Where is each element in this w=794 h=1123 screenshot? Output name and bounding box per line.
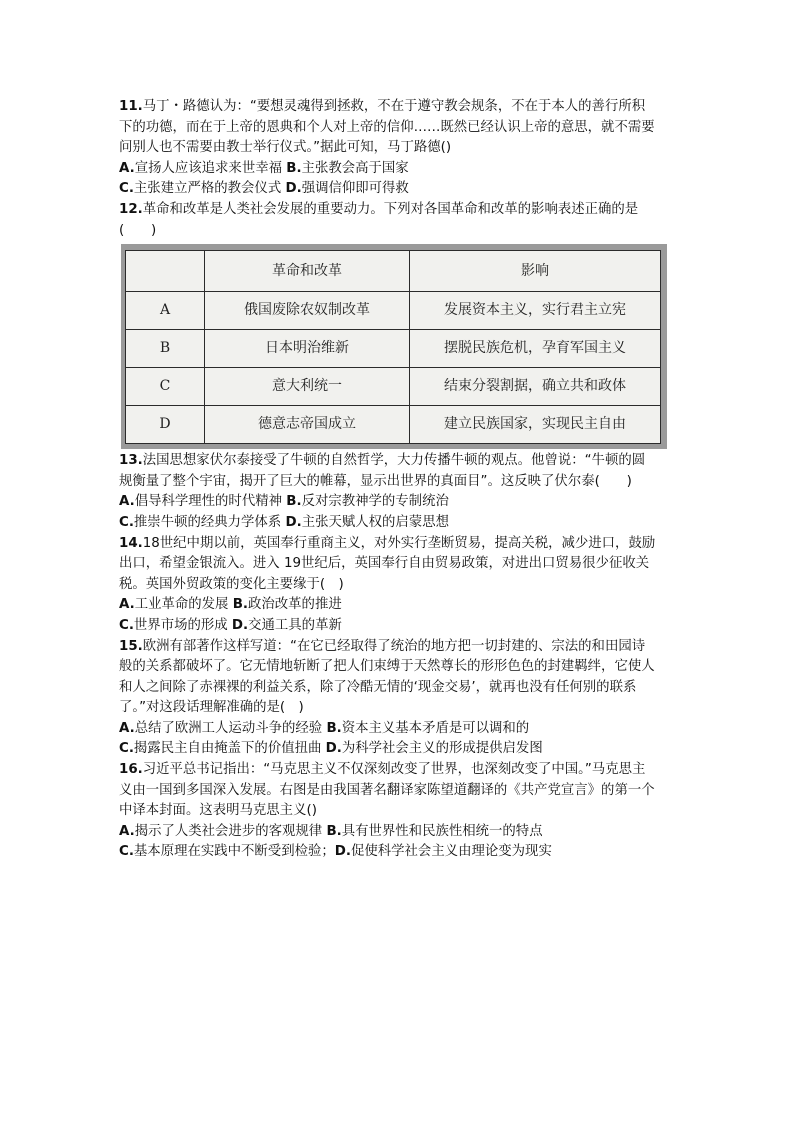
table-cell: C [126, 368, 205, 406]
table-cell: 意大利统一 [205, 368, 410, 406]
option-key: D. [325, 741, 342, 757]
question-line: 义由一国到多国深入发展。右图是由我国著名翻译家陈望道翻译的《共产党宣言》的第一个 [119, 782, 655, 798]
option-line [119, 159, 679, 180]
option-key: A. [119, 720, 135, 736]
question-16 [119, 760, 679, 863]
option-line [119, 616, 679, 637]
option-text: 资本主义基本矛盾是可以调和的 [341, 720, 530, 736]
option-key: A. [119, 160, 135, 176]
option-text: 揭露民主自由掩盖下的价值扭曲 [133, 741, 326, 757]
question-line: 了。”对这段话理解准确的是( ) [119, 700, 304, 716]
option-line [119, 595, 679, 616]
question-number: 14. [119, 535, 143, 551]
question-number: 11. [119, 99, 143, 114]
question-line: 问别人也不需要由教士举行仪式。”据此可知，马丁路德() [119, 140, 452, 156]
option-text: 强调信仰即可得救 [301, 181, 409, 197]
table-row [126, 406, 661, 444]
option-key: A. [119, 823, 135, 839]
table-cell: D [126, 406, 205, 444]
option-text: 主张天赋人权的启蒙思想 [301, 514, 449, 530]
option-key: B. [286, 494, 302, 510]
option-key: D. [285, 181, 302, 197]
table-cell: 结束分裂割据，确立共和政体 [410, 368, 661, 406]
option-text: 促使科学社会主义由理论变为现实 [350, 844, 552, 860]
question-line: 15.欧洲有部著作这样写道：“在它已经取得了统治的地方把一切封建的、宗法的和田园诗 [119, 638, 646, 654]
option-text: 为科学社会主义的形成提供启发图 [341, 741, 543, 757]
option-text: 揭示了人类社会进步的客观规律 [134, 823, 327, 839]
option-key: C. [119, 844, 134, 860]
option-key: C. [119, 514, 134, 530]
table-cell: 日本明治维新 [205, 330, 410, 368]
table-cell: 俄国废除农奴制改革 [205, 292, 410, 330]
question-13 [119, 451, 679, 533]
question-line: 和人之间除了赤裸裸的利益关系，除了冷酷无情的‘现金交易’，就再也没有任何别的联系 [119, 679, 637, 695]
option-line [119, 842, 679, 863]
option-text: 工业革命的发展 [134, 597, 233, 613]
question-number: 16. [119, 762, 143, 778]
option-text: 政治改革的推进 [248, 597, 342, 613]
option-key: C. [119, 181, 134, 197]
revolution-table [125, 250, 661, 444]
question-number: 15. [119, 638, 143, 654]
option-key: D. [231, 617, 249, 633]
table-cell: 发展资本主义，实行君主立宪 [410, 292, 661, 330]
option-key: B. [286, 160, 302, 176]
question-12 [119, 200, 679, 449]
table-header-row [126, 251, 661, 292]
option-text: 总结了欧洲工人运动斗争的经验 [134, 720, 327, 736]
option-text: 反对宗教神学的专制统治 [301, 494, 449, 510]
option-line [119, 179, 679, 200]
table-photo [121, 244, 667, 449]
question-line: 规衡量了整个宇宙，揭开了巨大的帷幕，显示出世界的真面目”。这反映了伏尔泰( ) [119, 473, 632, 489]
option-text: 基本原理在实践中不断受到检验； [133, 844, 335, 860]
table-row [126, 292, 661, 330]
option-line [119, 822, 679, 843]
question-number: 12. [119, 201, 143, 217]
question-15 [119, 637, 679, 761]
question-14 [119, 534, 679, 637]
option-line [119, 739, 679, 760]
question-line: 出口，希望金银流入。进入 19世纪后，英国奉行自由贸易政策，对进出口贸易很少征收关 [119, 556, 650, 572]
option-key: C. [119, 617, 134, 633]
option-text: 世界市场的形成 [133, 617, 232, 633]
question-line: 中译本封面。这表明马克思主义() [119, 803, 317, 819]
table-row [126, 368, 661, 406]
option-text: 倡导科学理性的时代精神 [134, 494, 287, 510]
option-text: 主张建立严格的教会仪式 [133, 181, 286, 197]
option-key: D. [334, 844, 351, 860]
question-line: 16.习近平总书记指出：“马克思主义不仅深刻改变了世界，也深刻改变了中国。”马克思主 [119, 762, 646, 778]
question-line: 12.革命和改革是人类社会发展的重要动力。下列对各国革命和改革的影响表述正确的是 [119, 201, 639, 217]
option-line [119, 513, 679, 534]
question-line: 般的关系都破坏了。它无情地斩断了把人们束缚于天然尊长的形形色色的封建羁绊，它使人 [119, 659, 655, 675]
option-key: D. [285, 514, 302, 530]
option-key: A. [119, 494, 135, 510]
question-11 [119, 97, 679, 200]
table-cell: 摆脱民族危机，孕育军国主义 [410, 330, 661, 368]
question-line: 11.马丁・路德认为：“要想灵魂得到拯救，不在于遵守教会规条，不在于本人的善行所积 [119, 99, 646, 114]
option-key: B. [326, 823, 342, 839]
table-header-cell: 影响 [410, 251, 661, 292]
question-line: 14.18世纪中期以前，英国奉行重商主义，对外实行垄断贸易，提高关税，减少进口，鼓励 [119, 535, 656, 551]
option-key: B. [326, 720, 342, 736]
question-line: 13.法国思想家伏尔泰接受了牛顿的自然哲学，大力传播牛顿的观点。他曾说：“牛顿的圆 [119, 453, 646, 469]
option-key: C. [119, 741, 134, 757]
option-key: A. [119, 597, 135, 613]
option-text: 推崇牛顿的经典力学体系 [133, 514, 286, 530]
table-cell: A [126, 292, 205, 330]
option-line [119, 719, 679, 740]
table-header-cell [126, 251, 205, 292]
table-cell: B [126, 330, 205, 368]
question-line: 税。英国外贸政策的变化主要缘于( ) [119, 576, 344, 592]
table-row [126, 330, 661, 368]
table-header-cell: 革命和改革 [205, 251, 410, 292]
option-text: 交通工具的革新 [248, 617, 342, 633]
question-number: 13. [119, 453, 143, 469]
option-text: 主张教会高于国家 [301, 160, 409, 176]
option-text: 宣扬人应该追求来世幸福 [134, 160, 287, 176]
question-sheet [119, 97, 679, 863]
option-key: B. [232, 597, 248, 613]
question-line: 下的功德，而在于上帝的恩典和个人对上帝的信仰……既然已经认识上帝的意思，就不需要 [119, 119, 655, 135]
option-line [119, 492, 679, 513]
option-text: 具有世界性和民族性相统一的特点 [341, 823, 543, 839]
table-cell: 德意志帝国成立 [205, 406, 410, 444]
table-cell: 建立民族国家，实现民主自由 [410, 406, 661, 444]
question-line: ( ) [119, 222, 157, 238]
